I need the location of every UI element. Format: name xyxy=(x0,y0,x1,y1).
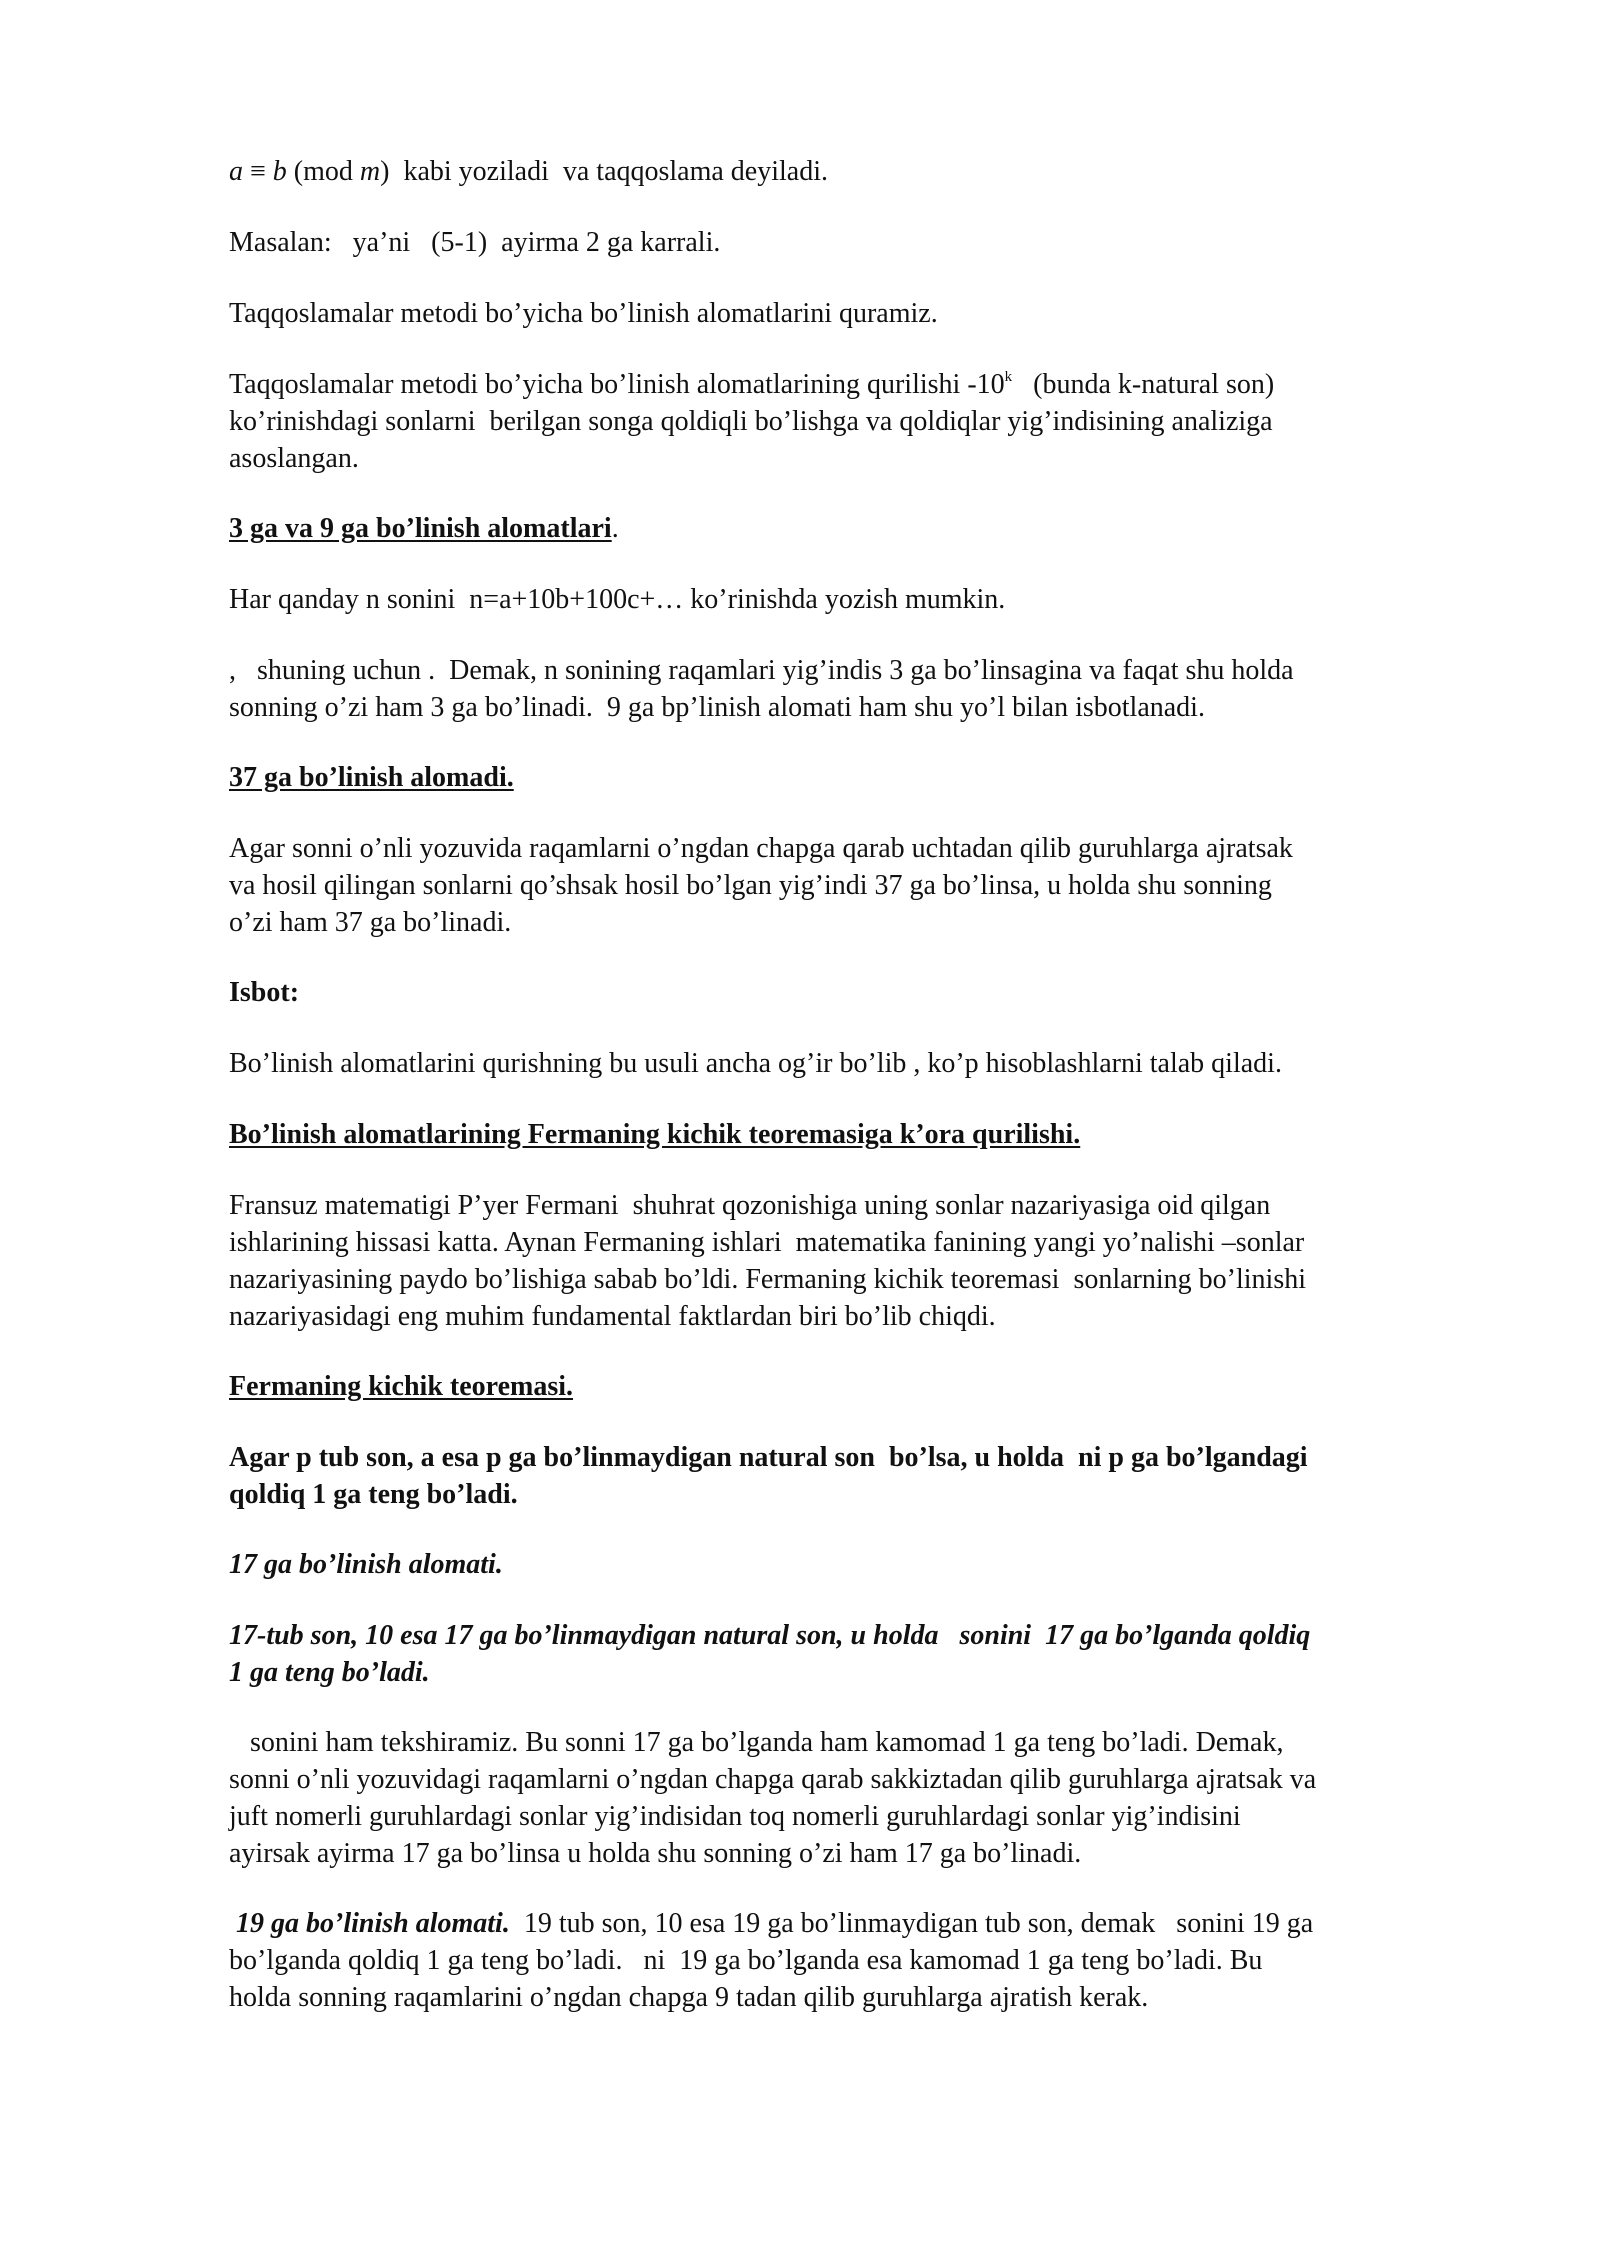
heading-3-and-9: 3 ga va 9 ga bo’linish alomatlari. xyxy=(229,513,619,544)
divisibility-17-paragraph: sonini ham tekshiramiz. Bu sonni 17 ga bo’lganda ham kamomad 1 ga teng bo’ladi. Demak, sonni o’nli yozuvidagi raqamlarni o’ngdan chapga qarab sakkiztadan qilib guruhlarga ajratsak va juft nomerli guruhlardagi sonlar yig’indisidan toq nomerli guruhlardagi sonlar yig’indisini ayirsak ayirma 17 ga bo’linsa u holda shu sonning o’zi ham 17 ga bo’linadi. xyxy=(229,1727,1317,1869)
congruence-definition-text: ) kabi yoziladi va taqqoslama deyiladi. xyxy=(380,156,829,187)
heading-3-and-9-title: 3 ga va 9 ga bo’linish alomatlari xyxy=(229,513,612,544)
heading-fermat-construction: Bo’linish alomatlarining Fermaning kichik teoremasiga k’ora qurilishi. xyxy=(229,1119,1081,1150)
heading-fermat-little-theorem: Fermaning kichik teoremasi. xyxy=(229,1371,574,1402)
proof-heading: Isbot: xyxy=(229,977,300,1008)
var-b: b xyxy=(272,156,287,187)
heading-17: 17 ga bo’linish alomati. xyxy=(229,1549,503,1580)
proof-line-2: sonning o’zi ham 3 ga bo’linadi. 9 ga bp’linish alomati ham shu yo’l bilan isbotlanadi. xyxy=(229,692,1205,723)
method-drawback-paragraph: Bo’linish alomatlarini qurishning bu usuli ancha og’ir bo’lib , ko’p hisoblashlarni talab qiladi. xyxy=(229,1048,1282,1079)
heading-37: 37 ga bo’linish alomadi. xyxy=(229,762,514,793)
divisibility-37-paragraph: Agar sonni o’nli yozuvida raqamlarni o’ngdan chapga qarab uchtadan qilib guruhlarga ajratsak va hosil qilingan sonlarni qo’shsak hosil bo’lgan yig’indi 37 ga bo’linsa, u holda shu sonning o’zi ham 37 ga bo’linadi. xyxy=(229,833,1293,938)
var-a: a xyxy=(229,156,243,187)
heading-19: 19 ga bo’linish alomati. xyxy=(229,1908,510,1939)
method-line-1: Taqqoslamalar metodi bo’yicha bo’linish alomatlarining qurilishi -10$^k$ (bunda k-natural son) xyxy=(229,369,1275,400)
example-paragraph: Masalan: ya’ni (5-1) ayirma 2 ga karrali. xyxy=(229,227,721,258)
superscript-k: k xyxy=(1004,369,1013,385)
mod-text: (mod xyxy=(286,156,360,187)
fermat-history-paragraph: Fransuz matematigi P’yer Fermani shuhrat qozonishiga uning sonlar nazariyasiga oid qilgan ishlarining hissasi katta. Aynan Fermaning ishlari matematika fanining yangi yo’nalishi –sonlar nazariyasining paydo bo’lishiga sabab bo’ldi. Fermaning kichik teoremasi sonlarning bo’linishi nazariyasidagi eng muhim fundamental faktlardan biri bo’lib chiqdi. xyxy=(229,1190,1307,1332)
construction-intro-paragraph: Taqqoslamalar metodi bo’yicha bo’linish alomatlarini quramiz. xyxy=(229,298,938,329)
equiv-symbol: ≡ xyxy=(243,156,273,187)
method-line-3: asoslangan. xyxy=(229,443,359,474)
method-line-2: ko’rinishdagi sonlarni berilgan songa qoldiqli bo’lishga va qoldiqlar yig’indisining analiziga xyxy=(229,406,1273,437)
document-body xyxy=(229,0,1494,2262)
method-description-paragraph xyxy=(229,366,1494,477)
fermat-theorem-statement: Agar p tub son, a esa p ga bo’linmaydigan natural son bo’lsa, u holda ni p ga bo’lgandagi qoldiq 1 ga teng bo’ladi. xyxy=(229,1442,1308,1510)
proof-line-1: , shuning uchun . Demak, n sonining raqamlari yig’indis 3 ga bo’linsagina va faqat shu holda xyxy=(229,655,1294,686)
divisibility-3-proof-paragraph xyxy=(229,652,1494,726)
number-representation-paragraph: Har qanday n sonini n=a+10b+100c+… ko’rinishda yozish mumkin. xyxy=(229,584,1006,615)
congruence-notation-paragraph xyxy=(229,153,1494,190)
var-m: m xyxy=(359,156,381,187)
divisibility-19-paragraph: 19 ga bo’linish alomati. 19 tub son, 10 esa 19 ga bo’linmaydigan tub son, demak sonini 19 ga bo’lganda qoldiq 1 ga teng bo’ladi. ni 19 ga bo’lganda esa kamomad 1 ga teng bo’ladi. Bu holda sonning raqamlarini o’ngdan chapga 9 tadan qilib guruhlarga ajratish kerak. xyxy=(229,1908,1314,2013)
divisibility-17-statement: 17-tub son, 10 esa 17 ga bo’linmaydigan natural son, u holda sonini 17 ga bo’lganda qoldiq 1 ga teng bo’ladi. xyxy=(229,1620,1311,1688)
